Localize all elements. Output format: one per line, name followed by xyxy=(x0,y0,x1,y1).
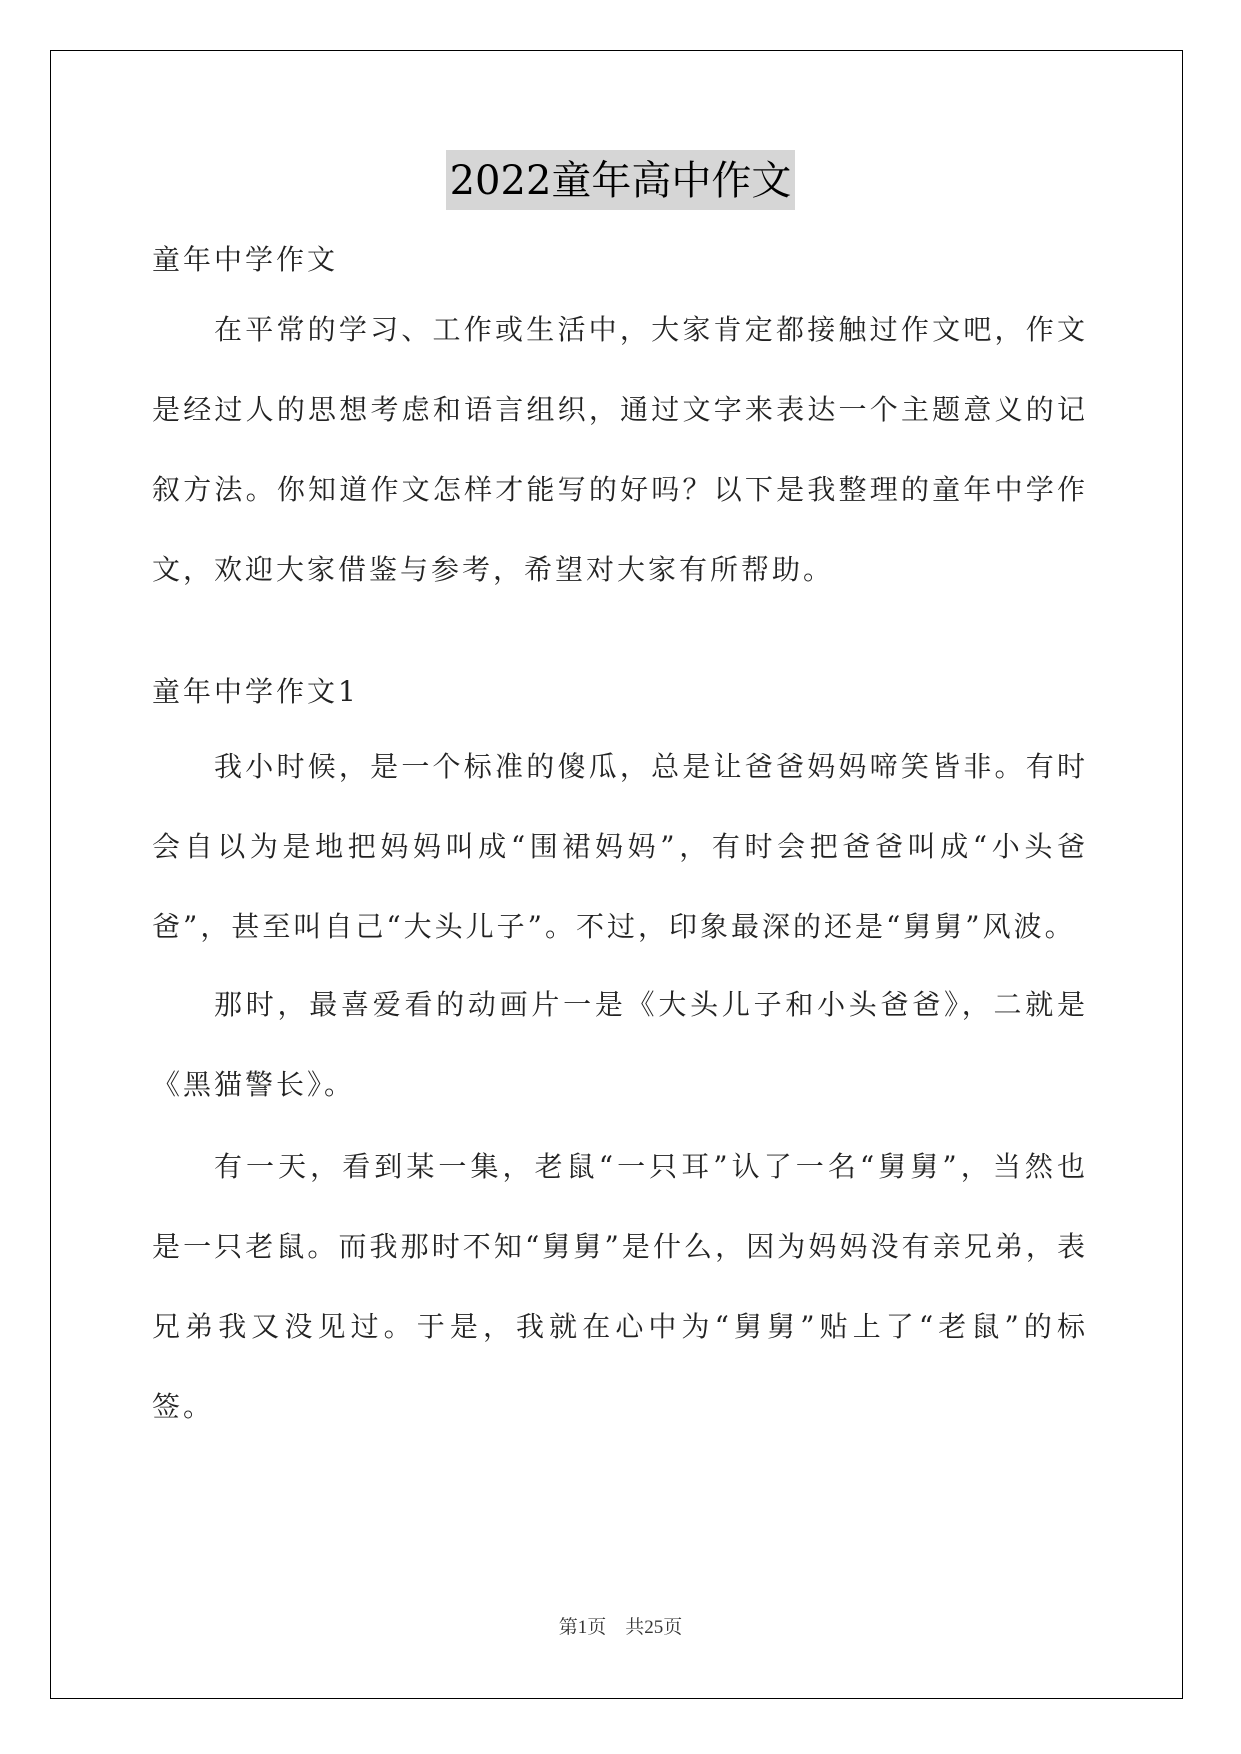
body-paragraph-3: 有一天，看到某一集，老鼠“一只耳”认了一名“舅舅”，当然也是一只老鼠。而我那时不知“舅舅”是什么，因为妈妈没有亲兄弟，表兄弟我又没见过。于是，我就在心中为“舅舅”贴上了“老鼠”的标签。 xyxy=(152,1150,1088,1423)
section-heading: 童年中学作文1 xyxy=(152,675,359,708)
document-title: 2022童年高中作文 xyxy=(446,150,796,210)
body-paragraph-1: 我小时候，是一个标准的傻瓜，总是让爸爸妈妈啼笑皆非。有时会自以为是地把妈妈叫成“围裙妈妈”，有时会把爸爸叫成“小头爸爸”，甚至叫自己“大头儿子”。不过，印象最深的还是“舅舅”风波。 xyxy=(152,750,1088,943)
intro-paragraph: 在平常的学习、工作或生活中，大家肯定都接触过作文吧，作文是经过人的思想考虑和语言组织，通过文字来表达一个主题意义的记叙方法。你知道作文怎样才能写的好吗？以下是我整理的童年中学作文，欢迎大家借鉴与参考，希望对大家有所帮助。 xyxy=(152,313,1088,586)
title-container xyxy=(0,150,1241,210)
subtitle: 童年中学作文 xyxy=(152,243,339,276)
body-paragraph-2: 那时，最喜爱看的动画片一是《大头儿子和小头爸爸》，二就是《黑猫警长》。 xyxy=(152,988,1088,1101)
page-footer: 第1页 共25页 xyxy=(558,1617,683,1638)
